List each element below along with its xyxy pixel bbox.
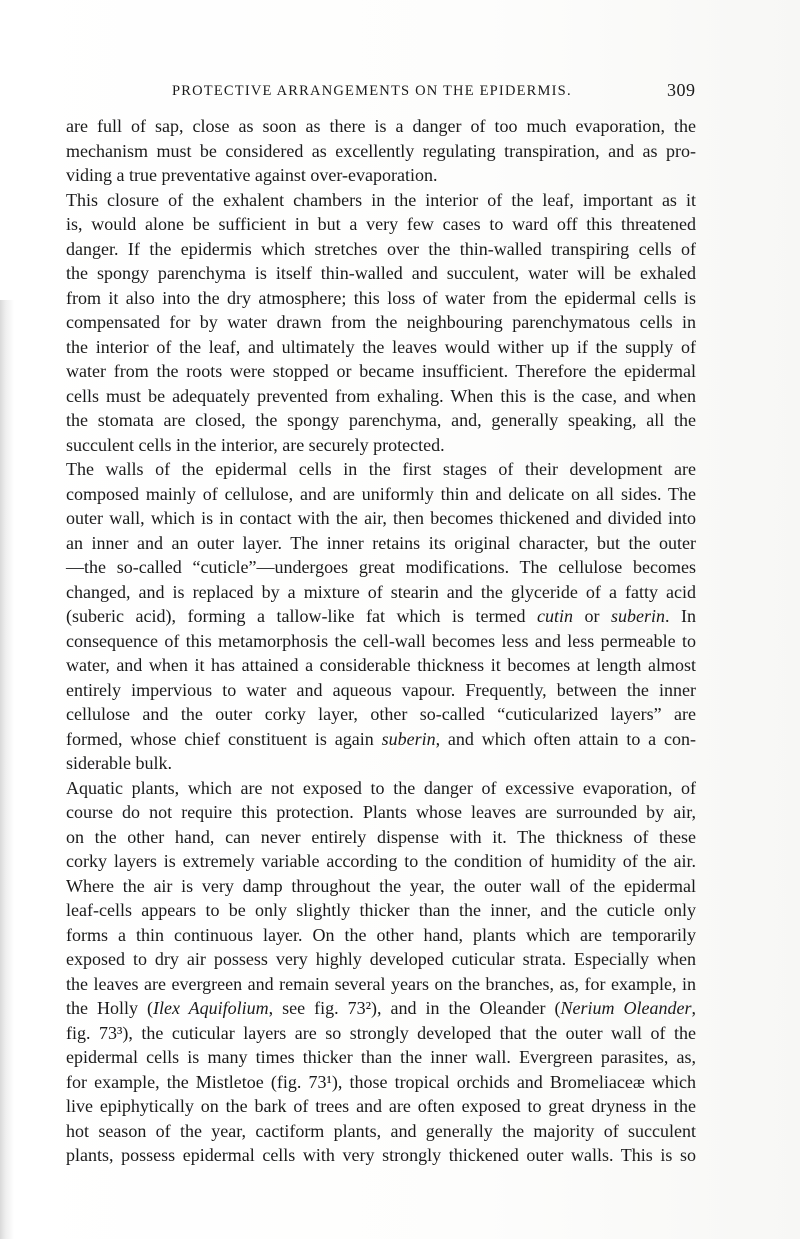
text-line: are full of sap, close as soon as there is a danger of too much evaporation, the	[66, 116, 696, 136]
text-line: from it also into the dry atmosphere; this loss of water from the epidermal cells is	[66, 287, 696, 308]
text-line: fig. 73³), the cuticular layers are so strongly developed that the outer wall of the	[66, 1022, 696, 1043]
text-line: the stomata are closed, the spongy parenchyma, and, generally speaking, all the	[66, 410, 696, 430]
text-line: Where the air is very damp throughout the year, the outer wall of the epidermal	[66, 875, 696, 896]
text-line: composed mainly of cellulose, and are uniformly thin and delicate on all sides. The	[66, 483, 696, 504]
text-line: mechanism must be considered as excellently regulating transpiration, and as pro-	[66, 140, 696, 161]
text-line: outer wall, which is in contact with the air, then becomes thickened and divided into	[66, 508, 696, 528]
running-header: PROTECTIVE ARRANGEMENTS ON THE EPIDERMIS.	[172, 83, 572, 99]
binding-shadow	[0, 300, 14, 1239]
text-line: —the so-called “cuticle”—undergoes great modifications. The cellulose becomes	[66, 557, 696, 577]
text-line: This closure of the exhalent chambers in the interior of the leaf, important as it	[66, 189, 696, 210]
text-line: is, would alone be sufficient in but a very few cases to ward off this threatened	[66, 214, 696, 234]
text-line: for example, the Mistletoe (fig. 73¹), those tropical orchids and Bromeliaceæ which	[66, 1071, 696, 1092]
text-line: (suberic acid), forming a tallow-like fat which is termed cutin or suberin. In	[66, 606, 697, 626]
text-line: viding a true preventative against over-evaporation.	[66, 165, 438, 185]
text-line: epidermal cells is many times thicker than the inner wall. Evergreen parasites, as,	[66, 1047, 696, 1067]
text-line: the spongy parenchyma is itself thin-walled and succulent, water will be exhaled	[66, 263, 696, 283]
text-line: the interior of the leaf, and ultimately the leaves would wither up if the supply of	[66, 336, 696, 357]
text-line: plants, possess epidermal cells with very strongly thickened outer walls. This is so	[66, 1145, 696, 1165]
text-line: water from the roots were stopped or became insufficient. Therefore the epidermal	[66, 361, 696, 381]
text-line: course do not require this protection. Plants whose leaves are surrounded by air,	[66, 802, 696, 822]
text-line: The walls of the epidermal cells in the first stages of their development are	[66, 459, 696, 479]
text-line: on the other hand, can never entirely dispense with it. The thickness of these	[66, 826, 696, 847]
text-line: Aquatic plants, which are not exposed to the danger of excessive evaporation, of	[66, 777, 696, 798]
text-line: entirely impervious to water and aqueous vapour. Frequently, between the inner	[66, 679, 696, 700]
text-line: danger. If the epidermis which stretches over the thin-walled transpiring cells of	[66, 238, 696, 259]
text-line: changed, and is replaced by a mixture of stearin and the glyceride of a fatty acid	[66, 581, 696, 602]
body-text	[66, 114, 696, 1168]
text-line: forms a thin continuous layer. On the other hand, plants which are temporarily	[66, 924, 696, 945]
text-line: siderable bulk.	[66, 753, 172, 773]
text-line: live epiphytically on the bark of trees and are often exposed to great dryness in the	[66, 1096, 696, 1116]
text-line: the Holly (Ilex Aquifolium, see fig. 73²), and in the Oleander (Nerium Oleander,	[66, 998, 696, 1018]
text-line: formed, whose chief constituent is again suberin, and which often attain to a con-	[66, 728, 697, 749]
text-line: water, and when it has attained a considerable thickness it becomes at length almost	[66, 655, 696, 675]
text-line: an inner and an outer layer. The inner retains its original character, but the outer	[66, 532, 696, 553]
page-number: 309	[667, 80, 696, 100]
text-line: corky layers is extremely variable according to the condition of humidity of the air.	[66, 851, 696, 871]
text-line: compensated for by water drawn from the neighbouring parenchymatous cells in	[66, 312, 696, 332]
text-line: cells must be adequately prevented from exhaling. When this is the case, and when	[66, 385, 696, 406]
text-line: exposed to dry air possess very highly developed cuticular strata. Especially when	[66, 949, 696, 969]
text-line: hot season of the year, cactiform plants, and generally the majority of succulent	[66, 1120, 696, 1141]
text-line: succulent cells in the interior, are securely protected.	[66, 434, 445, 455]
text-line: cellulose and the outer corky layer, other so-called “cuticularized layers” are	[66, 704, 696, 724]
text-line: leaf-cells appears to be only slightly thicker than the inner, and the cuticle only	[66, 900, 696, 920]
text-line: consequence of this metamorphosis the cell-wall becomes less and less permeable to	[66, 630, 696, 651]
text-line: the leaves are evergreen and remain several years on the branches, as, for example, in	[66, 973, 696, 994]
